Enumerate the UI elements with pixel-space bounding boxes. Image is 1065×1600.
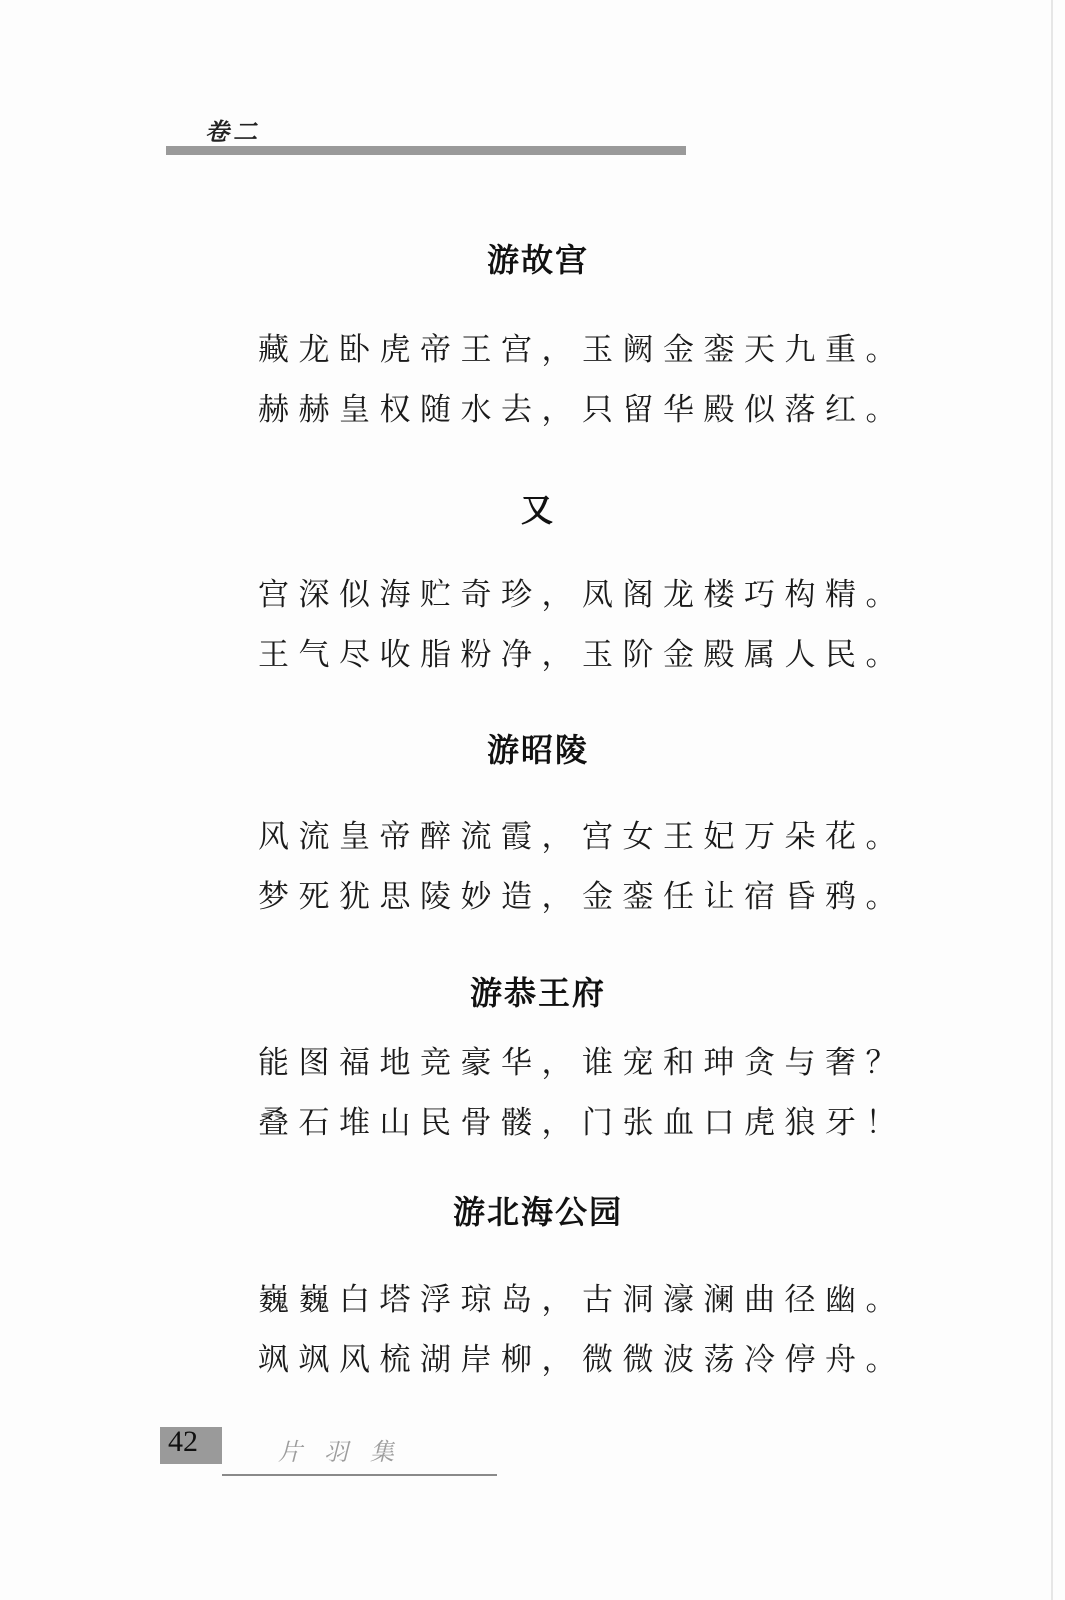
poem-line: 赫赫皇权随水去，只留华殿似落红。	[258, 392, 906, 428]
poem	[258, 485, 878, 531]
poem-line: 巍巍白塔浮琼岛，古洞濠澜曲径幽。	[258, 1282, 906, 1318]
book-title: 片羽集	[278, 1438, 416, 1466]
poem	[258, 725, 878, 771]
poem-body	[258, 1033, 906, 1153]
poem-line: 宫深似海贮奇珍，凤阁龙楼巧构精。	[258, 577, 906, 613]
poem-line: 风流皇帝醉流霞，宫女王妃万朵花。	[258, 819, 906, 855]
poem	[258, 235, 878, 281]
poem-line: 王气尽收脂粉净，玉阶金殿属人民。	[258, 637, 906, 673]
page-number: 42	[168, 1425, 198, 1458]
poem-line: 梦死犹思陵妙造，金銮任让宿昏鸦。	[258, 879, 906, 915]
poem-body	[258, 565, 906, 685]
poem-line: 飒飒风梳湖岸柳，微微波荡冷停舟。	[258, 1342, 906, 1378]
poem-line: 藏龙卧虎帝王宫，玉阙金銮天九重。	[258, 332, 906, 368]
poem-title: 游恭王府	[469, 974, 606, 1012]
poem-body	[258, 320, 906, 440]
poem-line: 能图福地竞豪华，谁宠和珅贪与奢？	[258, 1045, 906, 1081]
scan-edge	[1051, 0, 1053, 1600]
header-rule	[166, 146, 686, 155]
poem-body	[258, 1270, 906, 1390]
poem-title: 游故宫	[486, 241, 589, 279]
poem-title: 游北海公园	[452, 1193, 623, 1231]
poem-title: 游昭陵	[486, 731, 589, 769]
footer-rule	[222, 1474, 497, 1476]
section-heading: 卷二	[205, 118, 261, 146]
poem	[258, 1187, 878, 1233]
poem-line: 叠石堆山民骨髅，门张血口虎狼牙！	[258, 1105, 906, 1141]
poem	[258, 968, 878, 1014]
poem-title: 又	[520, 491, 555, 529]
poem-body	[258, 807, 906, 927]
